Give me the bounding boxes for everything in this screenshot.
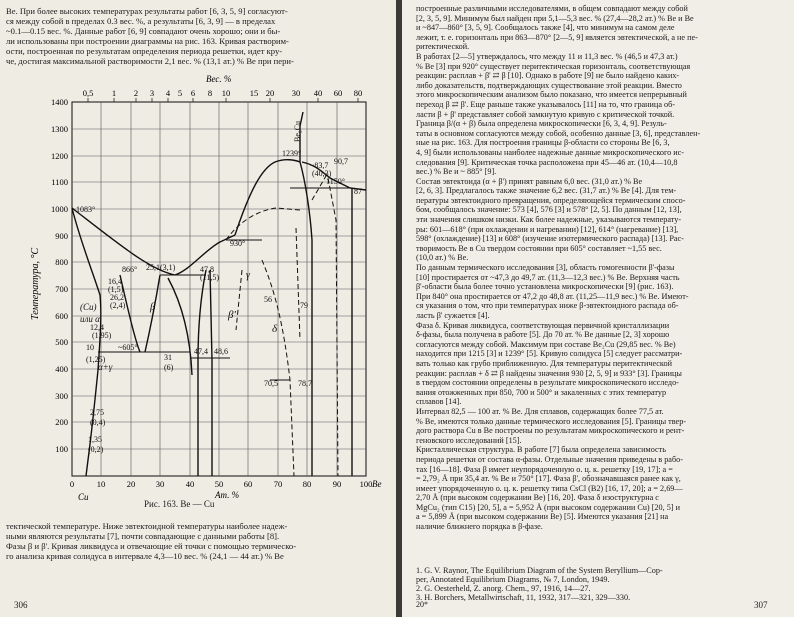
x-axis-ticks — [70, 479, 373, 489]
text-line: При 840° она простирается от 47,2 до 48,8 ат. (11,25—11,9 вес.) % Be. Имеют- — [416, 291, 689, 301]
reference-item: 1. G. V. Raynor, The Equilibrium Diagram of the System Beryllium—Cop- — [416, 566, 663, 575]
text-line: Фаза δ. Кривая ликвидуса, соответствующая первичной кристаллизации — [416, 320, 670, 330]
x-tick: 60 — [243, 479, 253, 489]
text-line: [2, 6, 3]. Предлагалось также значение 6,2 вес. (31,7 ат.) % Be [4]. Для тем- — [416, 186, 677, 196]
data-label: 47,4 — [194, 347, 208, 356]
text-line: % Be, имеются только данные термического исследования [5]. Границы твер- — [416, 416, 687, 426]
text-line: 2,70 Å (при высоком содержании Be) [16, 20]. Фаза δ изоструктурна с — [416, 493, 659, 503]
data-label: (0,4) — [90, 418, 106, 427]
y-tick: 100 — [55, 444, 68, 454]
phase-diagram — [0, 70, 398, 500]
x-tick: 100 — [359, 479, 373, 489]
reference-item: 3. H. Borchers, Metallwirtschaft, 11, 1932, 317—321, 329—330. — [416, 593, 631, 602]
text-line: Интервал 82,5 — 100 ат. % Be. Для сплавов, содержащих более 77,5 ат. — [416, 406, 664, 416]
data-label: 56 — [264, 295, 272, 304]
x-tick: 80 — [302, 479, 312, 489]
text-line: (10,0 ат.) % Be. — [416, 253, 469, 263]
reference-item: per, Annotated Equilibrium Diagrams, № 7, London, 1949. — [416, 575, 610, 584]
text-line: Фазы β и β'. Кривая ликвидуса и отвечающие ей точки с помощью термическо- — [6, 541, 297, 551]
text-line: ~0.1—0.15 вес. %. Данные работ [6, 9] совпадают очень хорошо; они и бы- — [6, 26, 281, 36]
signature-mark: 20* — [416, 600, 428, 609]
top-tick: 4 — [165, 88, 171, 98]
temp-label: ~605° — [118, 343, 138, 352]
reference-item: 2. G. Oesterheld, Z. anorg. Chem., 97, 1916, 14—27. — [416, 584, 591, 593]
text-line: вес.) % Be и ~ 885° [9]. — [416, 167, 497, 177]
text-line: ости, построенная по результатам определения периода решетки, идет кру- — [6, 46, 283, 56]
y-tick: 1300 — [51, 124, 68, 134]
text-line: вать только как грубо приближенную. Для температуры перитектической — [416, 358, 672, 368]
phase-label: α+γ — [98, 362, 113, 372]
text-line: ные на рис. 163. Для построения границы β-области со стороны Be [6, 3, — [416, 138, 670, 148]
text-line: ритектической. — [416, 42, 470, 52]
text-line: находится при 1215 [3] и 1239° [5]. Кривую солидуса [5] следует рассматри- — [416, 349, 683, 359]
text-line: этого микроскопическим анализом было показано, что имеется непрерывный — [416, 90, 687, 100]
text-line: построенные различными исследователями, в общем совпадают между собой — [416, 4, 688, 13]
data-label: 26,2 — [110, 293, 124, 302]
y-tick: 400 — [55, 364, 68, 374]
data-label: 78,7 — [298, 379, 312, 388]
data-label: 1,35 — [88, 435, 102, 444]
data-label: 16,4 — [108, 277, 122, 286]
text-line: В работах [2—5] утверждалось, что между 11 и 11,3 вес. % (46,5 и 47,3 ат.) — [416, 51, 678, 61]
text-line: лежит, т. е. горизонталь при 863—870° [2—5, 9] является эвтектической, а не пе- — [416, 32, 698, 42]
top-tick: 1 — [111, 88, 117, 98]
text-line: следования [9]. Критическая точка расположена при 45—46 ат. (10,4—10,8 — [416, 157, 678, 167]
text-line: ры: 601—618° (при охлаждении и нагревании) [12], 614° (нагревание) [13], — [416, 224, 679, 234]
text-line: вания отожженных при 850, 700 и 500° и закаленных с этих температур — [416, 387, 667, 397]
text-line: реакции: расплав + β' ⇄ β [10]. Однако в работе [9] не было найдено каких- — [416, 71, 680, 81]
data-label: 90,7 — [334, 157, 348, 166]
top-tick: 8 — [207, 88, 213, 98]
text-line: тектической температуре. Ниже эвтектоидной температуры наиболее надеж- — [6, 521, 288, 531]
y-tick: 300 — [55, 391, 68, 401]
phase-label: (Cu) — [80, 302, 97, 312]
left-top-text — [6, 6, 388, 66]
top-tick: 40 — [313, 88, 323, 98]
text-line: периода решетки от состава α-фазы. Отдельные значения приведены в рабо- — [416, 454, 683, 464]
text-line: 4, 9] были использованы наиболее надежные данные микроскопического ис- — [416, 147, 685, 157]
text-line: Be. При более высоких температурах результаты работ [6, 3, 5, 9] согласуют- — [6, 6, 288, 16]
y-tick: 1000 — [51, 204, 68, 214]
top-tick: 60 — [333, 88, 343, 98]
temp-label: 1083° — [76, 205, 96, 214]
text-line: согласуются между собой. Максимум при составе Be₂Cu (29,85 вес. % Be) — [416, 339, 676, 349]
temp-label: 866° — [122, 265, 138, 274]
data-label: (1,95) — [92, 331, 112, 340]
right-body-text — [416, 4, 786, 532]
data-label: (2,4) — [110, 301, 126, 310]
data-label: (0,2) — [88, 445, 104, 454]
figure-caption: Рис. 163. Be — Cu — [144, 499, 215, 509]
text-line: и ~847—860° [3, 5, 9]. Сообщалось также [4], что минимум на самом деле — [416, 23, 675, 33]
text-line: Кристаллическая структура. В работе [7] была определена зависимость — [416, 445, 666, 455]
y-tick: 800 — [55, 257, 68, 267]
text-line: ся указания о том, что при температурах ниже β-эвтектоидного распада об- — [416, 301, 679, 311]
text-line: переход β ⇄ β'. Еще раньше также указывалось [11] на то, что граница об- — [416, 99, 675, 109]
data-label: (11,5) — [200, 273, 220, 282]
top-tick: 30 — [291, 88, 301, 98]
x-tick: 10 — [96, 479, 106, 489]
x-axis-title: Ат. % — [215, 490, 240, 500]
top-tick: 2 — [133, 88, 139, 98]
temp-label: 930° — [230, 239, 246, 248]
dashed-curves — [226, 176, 338, 476]
x-tick: 70 — [273, 479, 283, 489]
text-line: в твердом состоянии определены в результате микроскопического исследо- — [416, 378, 679, 388]
text-line: имеет упорядоченную о. ц. к. решетку типа CsCl (B2) [16, 17, 20]; a = 2,69— — [416, 483, 683, 493]
text-line: 598° (охлаждение) [13] и 608° (изучение изотермического распада) [13]. Рас- — [416, 234, 684, 244]
text-line: геновского исследований [15]. — [416, 435, 522, 445]
text-line: δ-фазы, была получена в работе [5]. До 70 ат. % Be данные [2, 3] хорошо — [416, 330, 670, 340]
top-axis-ticks — [83, 88, 363, 98]
text-line: бом, сообщалось значение: 573 [4], 576 [3] и 578° [2, 5]. По данным [12, 13], — [416, 205, 682, 215]
text-line: че, достигая максимальной растворимости 2,1 вес. % (13,1 ат.) % Be при пери- — [6, 56, 294, 66]
top-tick: 10 — [221, 88, 231, 98]
data-label: 12,4 — [90, 323, 104, 332]
data-label: 70,5 — [264, 379, 278, 388]
y-tick: 600 — [55, 311, 68, 321]
phase-label: β — [150, 301, 156, 313]
text-line: % Be [3] при 920° существует перитектическая горизонталь, соответствующая — [416, 61, 691, 71]
page-number-right: 307 — [754, 600, 768, 610]
text-line: MgCu₂ (тип C15) [20, 5], a = 5,952 Å (при высоком содержании Cu) [20, 5] и — [416, 502, 680, 512]
compound-label: Be₂Cu — [293, 120, 302, 142]
text-line: го анализа кривая солидуса в интервале 4,3—10 вес. % (24,1 — 44 ат.) % Be — [6, 551, 284, 561]
x-left-element: Cu — [78, 492, 89, 500]
data-label: 2,75 — [90, 408, 104, 417]
text-line: a = 5,899 Å (при высоком содержании Be) [5]. Имеются указания [21] на — [416, 512, 669, 522]
text-line: [2, 3, 5, 9]. Минимум был найден при 5,1—5,3 вес. % (27,4—28,2 ат.) % Be и Be — [416, 13, 694, 23]
y-tick: 500 — [55, 337, 68, 347]
data-label: (1,5) — [108, 285, 124, 294]
data-label: (1,25) — [86, 355, 106, 364]
text-line: = 2,79₂ Å при 35,4 ат. % Be и 750° [17]. Фаза β', обозначавшаяся ранее как γ, — [416, 474, 681, 484]
top-tick: 80 — [353, 88, 363, 98]
phase-label: β' — [228, 309, 236, 321]
x-tick: 20 — [126, 479, 136, 489]
text-line: сплавов [14]. — [416, 397, 462, 407]
phase-label: или α — [80, 314, 100, 324]
temp-label: 1150° — [326, 177, 345, 186]
text-line: β'-области была более точно установлена микроскопически [9] (рис. 163). — [416, 282, 674, 292]
top-tick: 5 — [177, 88, 183, 98]
top-tick: 6 — [190, 88, 196, 98]
data-label: 47,8 — [200, 265, 214, 274]
text-line: ли использованы при построении диаграммы на рис. 163. Кривая растворим- — [6, 36, 289, 46]
text-line: творимость Be в Cu твердом состоянии при 605° составляет ~1,55 вес. — [416, 243, 662, 253]
left-bottom-text — [6, 521, 390, 561]
text-line: дого раствора Cu в Be построены по результатам микроскопического и рент- — [416, 426, 685, 436]
text-line: пературы эвтектоидного превращения, определяющейся термическим спосо- — [416, 195, 686, 205]
text-line: Состав эвтектоида (α + β') принят равным 6,0 вес. (31,0 ат.) % Be — [416, 176, 643, 186]
data-label: 25,1(3,1) — [146, 263, 176, 272]
data-label: (40,3) — [312, 169, 332, 178]
y-tick: 900 — [55, 231, 68, 241]
text-line: эти значения слишком низки. Как более надежные, указываются температу- — [416, 215, 682, 225]
page-number-left: 306 — [14, 600, 28, 610]
x-tick: 50 — [214, 479, 224, 489]
references-list — [416, 566, 786, 602]
x-tick: 30 — [155, 479, 165, 489]
data-label: 87 — [354, 187, 362, 196]
data-label: 79 — [300, 301, 308, 310]
phase-label: δ — [272, 323, 278, 335]
text-line: По данным термического исследования [3], область гомогенности β'-фазы — [416, 263, 675, 273]
phase-label: γ — [246, 270, 250, 281]
x-tick: 0 — [69, 479, 75, 489]
y-axis-title: Температура, °С — [30, 247, 41, 320]
text-line: таты в основном согласуются между собой, особенно данные [3, 6], представлен- — [416, 128, 701, 138]
y-tick: 700 — [55, 284, 68, 294]
data-label: 31 — [164, 353, 172, 362]
text-line: наличие ближнего порядка в β-фазе. — [416, 522, 543, 532]
x-tick: 40 — [185, 479, 195, 489]
text-line: либо доказательств, подтверждающих существование этой реакции. Вместо — [416, 80, 682, 90]
y-tick: 200 — [55, 417, 68, 427]
text-line: [10] простирается от ~47,3 до 49,7 ат. (11,3—12,3 вес.) % Be. Верхняя часть — [416, 272, 680, 282]
data-label: ~83,7 — [310, 161, 329, 170]
top-tick: 15 — [249, 88, 259, 98]
top-tick: 3 — [149, 88, 155, 98]
text-line: ласть β' сужается [4]. — [416, 311, 490, 320]
text-line: ными являются результаты [7], почти совпадающие с данными работы [8]. — [6, 531, 280, 541]
top-tick: 20 — [265, 88, 275, 98]
text-line: реакции: расплав + δ ⇄ β найдены значения 930 [2, 5, 9] и 933° [3]. Границы — [416, 368, 682, 378]
data-label: (6) — [164, 363, 174, 372]
y-tick: 1100 — [51, 177, 68, 187]
data-label: 10 — [86, 343, 94, 352]
text-line: тах [16—18]. Фаза β имеет неупорядоченную о. ц. к. решетку [19, 17]; a = — [416, 464, 673, 474]
x-tick: 90 — [332, 479, 342, 489]
y-axis-ticks — [51, 97, 68, 454]
temp-label: 1239° — [282, 149, 302, 158]
y-tick: 1400 — [51, 97, 68, 107]
data-label: 48,6 — [214, 347, 228, 356]
x-right-element: Be — [372, 479, 382, 489]
text-line: ласти β + β' представляет собой замкнутую кривую с критической точкой. — [416, 109, 675, 119]
text-line: Граница β/(α + β) была определена микроскопически [6, 3, 4, 9]. Резуль- — [416, 119, 667, 129]
top-tick: 0,5 — [82, 88, 94, 98]
text-line: ся между собой в пределах 0.3 вес. %, а результаты [6, 3, 9] — в пределах — [6, 16, 276, 26]
right-page — [402, 0, 794, 617]
top-axis-title: Вес. % — [206, 74, 232, 84]
y-tick: 1200 — [51, 151, 68, 161]
